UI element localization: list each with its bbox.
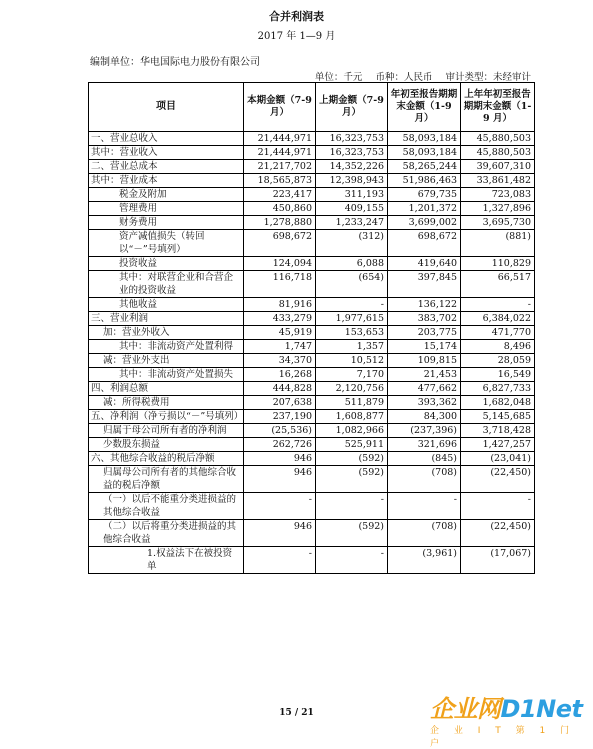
unit-label: 单位：千元 [314, 72, 363, 83]
row-value: (22,450) [461, 466, 535, 493]
row-value: 58,093,184 [388, 132, 461, 146]
table-row [89, 188, 535, 202]
column-header-item: 项目 [89, 83, 244, 132]
row-value: 8,496 [461, 340, 535, 354]
row-label: （一）以后不能重分类进损益的其他综合收益 [89, 493, 244, 520]
row-value: 21,444,971 [244, 132, 316, 146]
row-value: 1,082,966 [316, 424, 388, 438]
row-value: 7,170 [316, 368, 388, 382]
table-row [89, 493, 535, 520]
row-value: 2,120,756 [316, 382, 388, 396]
table-row [89, 174, 535, 188]
row-value: (3,961) [388, 547, 461, 574]
row-value: 946 [244, 466, 316, 493]
row-label: 归属母公司所有者的其他综合收益的税后净额 [89, 466, 244, 493]
row-value: 6,827,733 [461, 382, 535, 396]
row-value: (22,450) [461, 520, 535, 547]
table-row [89, 312, 535, 326]
row-value: 66,517 [461, 271, 535, 298]
table-header-row [89, 83, 535, 132]
table-row [89, 146, 535, 160]
table-row [89, 466, 535, 493]
row-value: 383,702 [388, 312, 461, 326]
row-value: 10,512 [316, 354, 388, 368]
row-value: 311,193 [316, 188, 388, 202]
table-body [89, 132, 535, 574]
row-value: 1,357 [316, 340, 388, 354]
row-label: 其中：非流动资产处置损失 [89, 368, 244, 382]
row-value: 45,880,503 [461, 146, 535, 160]
row-value: 109,815 [388, 354, 461, 368]
table-row [89, 382, 535, 396]
row-value: 18,565,873 [244, 174, 316, 188]
table-row [89, 132, 535, 146]
row-label: 加：营业外收入 [89, 326, 244, 340]
row-value: 6,384,022 [461, 312, 535, 326]
row-value: 409,155 [316, 202, 388, 216]
statement-period: 2017 年 1—9 月 [257, 31, 336, 42]
row-value: 16,268 [244, 368, 316, 382]
row-value: 321,696 [388, 438, 461, 452]
row-value: 1,201,372 [388, 202, 461, 216]
table-row [89, 326, 535, 340]
row-value: (708) [388, 520, 461, 547]
row-value: 444,828 [244, 382, 316, 396]
row-value: 511,879 [316, 396, 388, 410]
units-line [305, 69, 531, 83]
row-value: 33,861,482 [461, 174, 535, 188]
row-value: 679,735 [388, 188, 461, 202]
row-value: 1,233,247 [316, 216, 388, 230]
row-value: 3,695,730 [461, 216, 535, 230]
row-label: 减：营业外支出 [89, 354, 244, 368]
row-value: 237,190 [244, 410, 316, 424]
statement-title: 合并利润表 [269, 10, 324, 23]
row-label: 其中：对联营企业和合营企业的投资收益 [89, 271, 244, 298]
row-value: 207,638 [244, 396, 316, 410]
row-value: 203,775 [388, 326, 461, 340]
row-value: - [388, 493, 461, 520]
table-row [89, 354, 535, 368]
row-label: 一、营业总收入 [89, 132, 244, 146]
row-value: 946 [244, 520, 316, 547]
row-value: 419,640 [388, 257, 461, 271]
row-value: 14,352,226 [316, 160, 388, 174]
row-value: 136,122 [388, 298, 461, 312]
row-value: - [316, 547, 388, 574]
row-value: (237,396) [388, 424, 461, 438]
row-value: - [461, 298, 535, 312]
row-value: 58,265,244 [388, 160, 461, 174]
row-value: (592) [316, 466, 388, 493]
row-value: 946 [244, 452, 316, 466]
row-value: 477,662 [388, 382, 461, 396]
row-value: 16,323,753 [316, 132, 388, 146]
table-row [89, 438, 535, 452]
row-value: (592) [316, 452, 388, 466]
table-row [89, 340, 535, 354]
table-row [89, 396, 535, 410]
row-value: 450,860 [244, 202, 316, 216]
row-label: （二）以后将重分类进损益的其他综合收益 [89, 520, 244, 547]
row-value: 698,672 [388, 230, 461, 257]
row-value: - [316, 493, 388, 520]
watermark-logo: 企业网D1Net [430, 695, 583, 723]
table-row [89, 520, 535, 547]
reporting-entity: 编制单位：华电国际电力股份有限公司 [90, 57, 260, 68]
row-label: 其中：营业收入 [89, 146, 244, 160]
row-value: 153,653 [316, 326, 388, 340]
table-row [89, 230, 535, 257]
row-label: 税金及附加 [89, 188, 244, 202]
row-value: 21,217,702 [244, 160, 316, 174]
table-row [89, 271, 535, 298]
row-value: 124,094 [244, 257, 316, 271]
row-value: 15,174 [388, 340, 461, 354]
row-label: 少数股东损益 [89, 438, 244, 452]
row-value: - [316, 298, 388, 312]
row-value: (17,067) [461, 547, 535, 574]
table-row [89, 257, 535, 271]
row-value: 1,278,880 [244, 216, 316, 230]
row-value: (845) [388, 452, 461, 466]
row-value: 116,718 [244, 271, 316, 298]
row-label: 管理费用 [89, 202, 244, 216]
table-row [89, 410, 535, 424]
row-value: 525,911 [316, 438, 388, 452]
row-value: (592) [316, 520, 388, 547]
table-row [89, 216, 535, 230]
column-header-current: 本期金额（7-9 月） [244, 83, 316, 132]
row-value: 1,608,877 [316, 410, 388, 424]
row-value: (23,041) [461, 452, 535, 466]
row-value: 110,829 [461, 257, 535, 271]
row-value: (654) [316, 271, 388, 298]
row-value: 51,986,463 [388, 174, 461, 188]
row-label: 五、净利润（净亏损以“－”号填列） [89, 410, 244, 424]
row-value: (312) [316, 230, 388, 257]
row-value: 397,845 [388, 271, 461, 298]
row-value: 84,300 [388, 410, 461, 424]
row-value: 471,770 [461, 326, 535, 340]
row-value: 81,916 [244, 298, 316, 312]
row-label: 三、营业利润 [89, 312, 244, 326]
row-value: 393,362 [388, 396, 461, 410]
row-label: 六、其他综合收益的税后净额 [89, 452, 244, 466]
column-header-ytd: 年初至报告期期末金额（1-9 月） [388, 83, 461, 132]
row-value: - [461, 493, 535, 520]
audit-type-label: 审计类型：未经审计 [445, 72, 531, 83]
row-value: (708) [388, 466, 461, 493]
row-label: 四、利润总额 [89, 382, 244, 396]
column-header-prior-ytd: 上年年初至报告期期末金额（1-9 月） [461, 83, 535, 132]
row-value: 1,427,257 [461, 438, 535, 452]
page-number: 15 / 21 [279, 708, 314, 718]
row-label: 其他收益 [89, 298, 244, 312]
currency-label: 币种：人民币 [375, 72, 433, 83]
row-value: - [244, 493, 316, 520]
row-value: 6,088 [316, 257, 388, 271]
row-value: 433,279 [244, 312, 316, 326]
row-value: 1,747 [244, 340, 316, 354]
row-value: 45,919 [244, 326, 316, 340]
row-value: (881) [461, 230, 535, 257]
column-header-prior: 上期金额（7-9 月） [316, 83, 388, 132]
row-value: 12,398,943 [316, 174, 388, 188]
row-value: 34,370 [244, 354, 316, 368]
table-row [89, 298, 535, 312]
row-label: 二、营业总成本 [89, 160, 244, 174]
table-row [89, 547, 535, 574]
row-label: 归属于母公司所有者的净利润 [89, 424, 244, 438]
row-value: 45,880,503 [461, 132, 535, 146]
row-value: 262,726 [244, 438, 316, 452]
row-value: 223,417 [244, 188, 316, 202]
row-value: 723,083 [461, 188, 535, 202]
row-value: 698,672 [244, 230, 316, 257]
income-statement-table [88, 82, 535, 574]
row-label: 其中：非流动资产处置利得 [89, 340, 244, 354]
row-value: 16,549 [461, 368, 535, 382]
row-value: 58,093,184 [388, 146, 461, 160]
row-value: 3,699,002 [388, 216, 461, 230]
table-row [89, 368, 535, 382]
row-value: (25,536) [244, 424, 316, 438]
row-label: 1.权益法下在被投资单 [89, 547, 244, 574]
table-row [89, 160, 535, 174]
table-row [89, 424, 535, 438]
watermark-tagline: 企 业 I T 第 1 门 户 [430, 726, 576, 749]
site-watermark [430, 696, 593, 749]
row-value: 16,323,753 [316, 146, 388, 160]
row-label: 减：所得税费用 [89, 396, 244, 410]
row-value: 3,718,428 [461, 424, 535, 438]
row-label: 其中：营业成本 [89, 174, 244, 188]
row-value: - [244, 547, 316, 574]
row-value: 1,327,896 [461, 202, 535, 216]
row-value: 1,682,048 [461, 396, 535, 410]
row-value: 21,453 [388, 368, 461, 382]
table-row [89, 452, 535, 466]
row-value: 28,059 [461, 354, 535, 368]
row-label: 投资收益 [89, 257, 244, 271]
row-value: 5,145,685 [461, 410, 535, 424]
row-label: 资产减值损失（转回以“－”号填列） [89, 230, 244, 257]
row-value: 39,607,310 [461, 160, 535, 174]
row-value: 1,977,615 [316, 312, 388, 326]
table-row [89, 202, 535, 216]
row-value: 21,444,971 [244, 146, 316, 160]
row-label: 财务费用 [89, 216, 244, 230]
